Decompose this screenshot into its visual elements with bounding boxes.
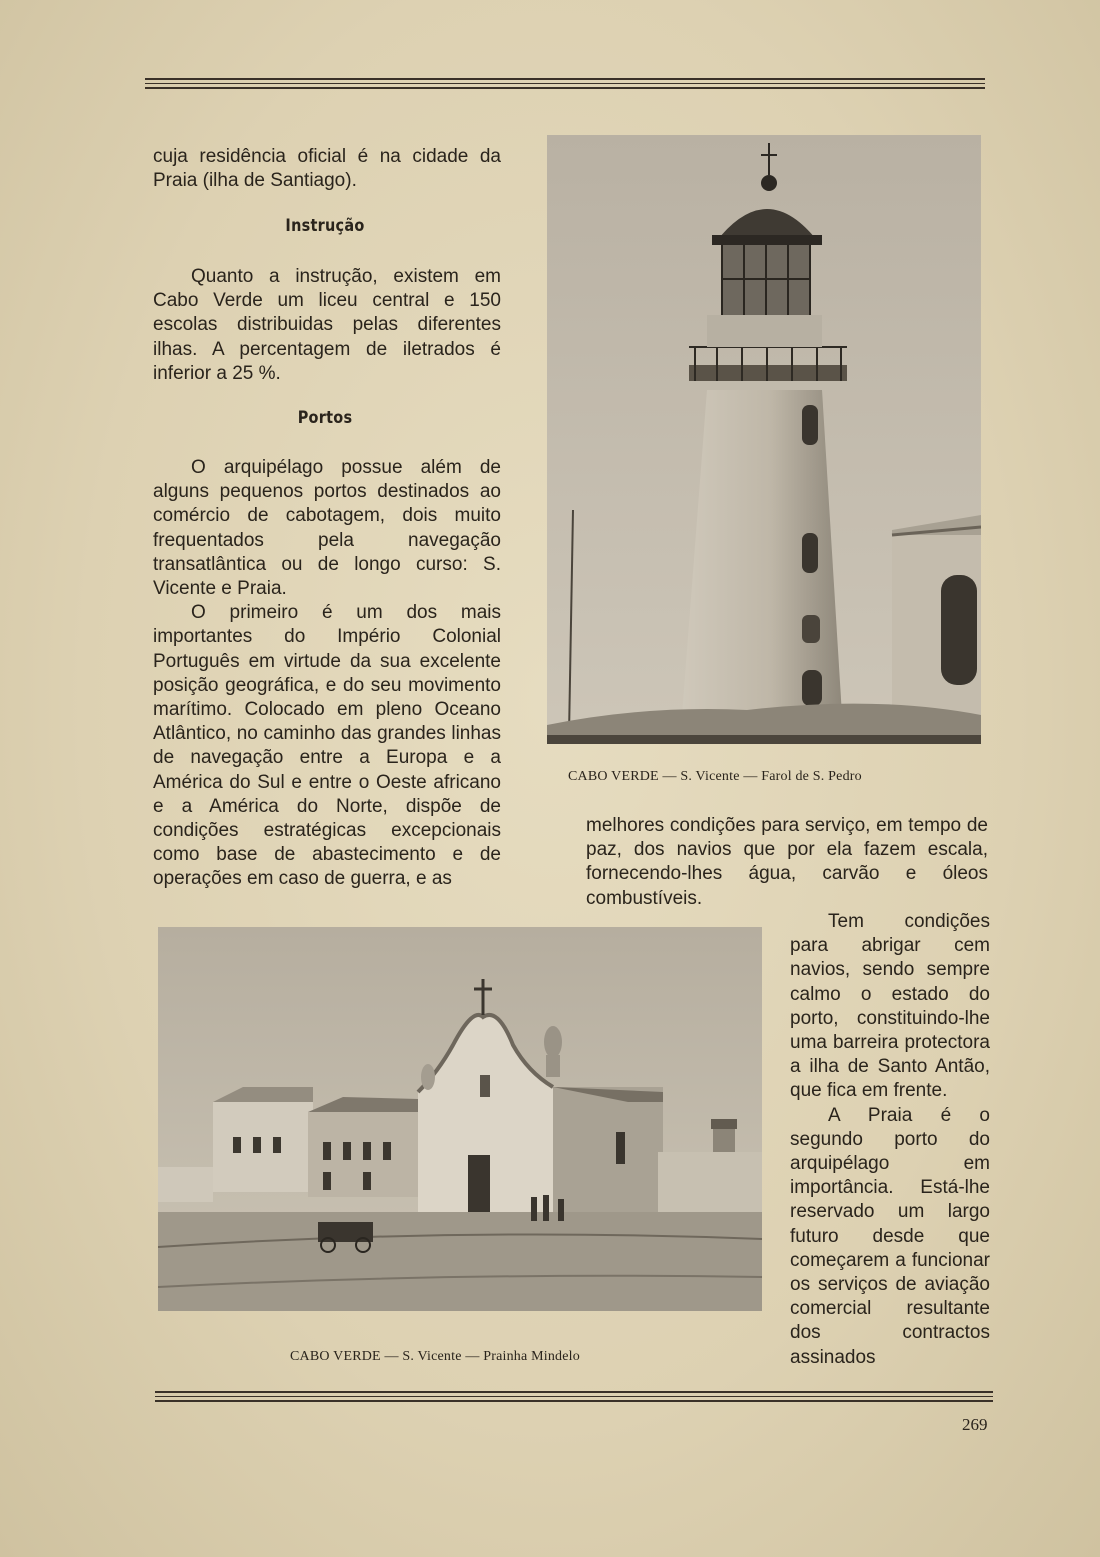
lighthouse-illustration [547, 135, 981, 744]
top-rule [145, 78, 985, 92]
bottom-rule [155, 1391, 993, 1405]
instrucao-paragraph: Quanto a instrução, existem em Cabo Verde um liceu central e 150 escolas distribuidas pelas diferentes ilhas. A percentagem de iletrados é inferior a 25 %. [153, 266, 501, 384]
right-paragraph-1: melhores condições para serviço, em tempo de paz, dos navios que por ela fazem escala, fornecendo-lhes água, carvão e óleos combustíveis. [586, 815, 988, 909]
page-number: 269 [962, 1415, 988, 1434]
heading-instrucao: Instrução [285, 216, 365, 236]
heading-portos: Portos [297, 408, 353, 428]
lighthouse-caption: CABO VERDE — S. Vicente — Farol de S. Pedro [568, 769, 862, 784]
church-photo [158, 927, 762, 1311]
lighthouse-photo [547, 135, 981, 744]
portos-paragraphs: O arquipélago possue além de alguns pequenos portos destinados ao comércio de cabotagem, dois muito frequentados pela navegação transatlântica ou de longo curso: S. Vicente e Praia. O primeiro é um dos mais importantes do Império Colonial Português em virtude da sua excelente posição geográfica, e do seu movimento marítimo. Colocado em pleno Oceano Atlântico, no caminho das grandes linhas de navegação entre a Europa e a América do Sul e entre o Oeste africano e a América do Norte, dispõe de condições estratégicas excepcionais como base de abastecimento e de operações em caso de guerra, e as [153, 457, 501, 890]
right-paragraphs-narrow: Tem condições para abrigar cem navios, sendo sempre calmo o estado do porto, constituindo-lhe uma barreira protectora a ilha de Santo Antão, que fica em frente. A Praia é o segundo porto do arquipélago em importância. Está-lhe reservado um largo futuro desde que começarem a funcionar os serviços de aviação comercial resultante dos contractos assinados [790, 911, 990, 1368]
church-illustration [158, 927, 762, 1311]
church-caption: CABO VERDE — S. Vicente — Prainha Mindelo [290, 1349, 580, 1364]
intro-paragraph: cuja residência oficial é na cidade da Praia (ilha de Santiago). [153, 146, 501, 192]
